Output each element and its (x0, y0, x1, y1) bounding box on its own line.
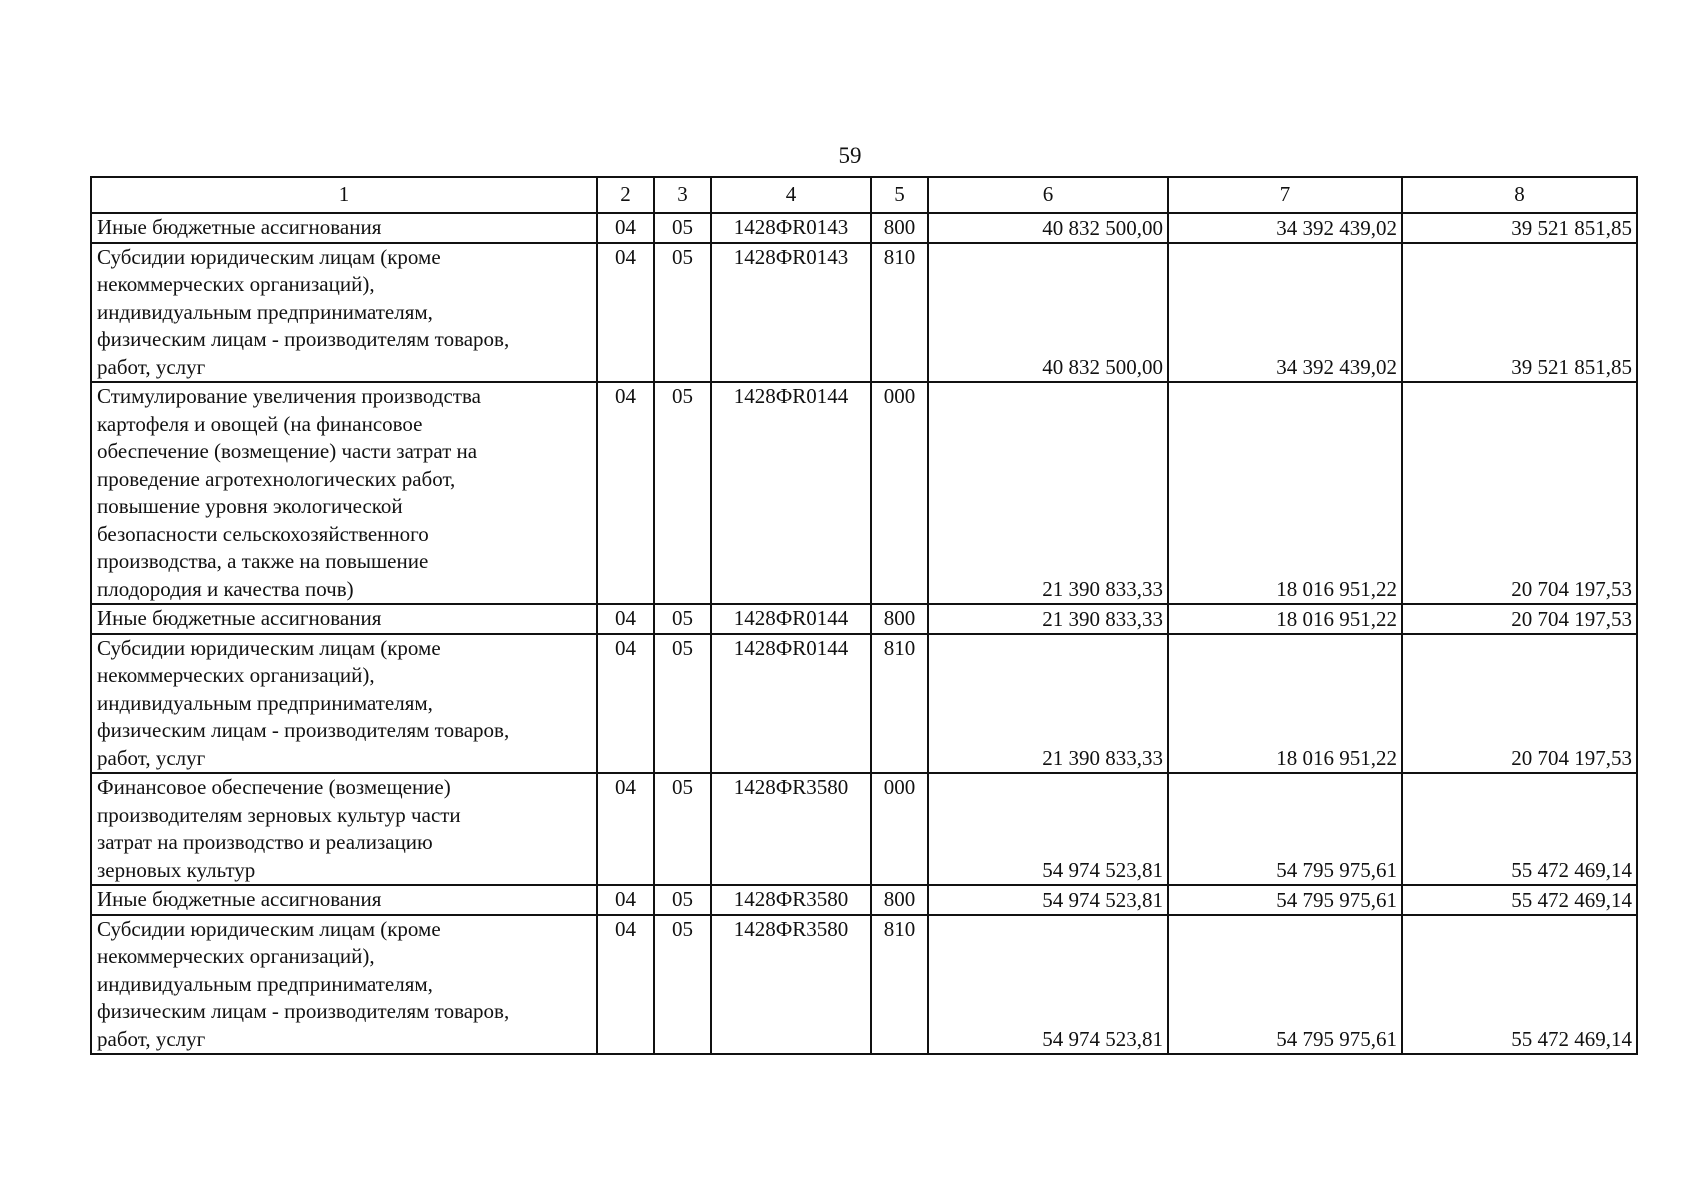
amount-col8 (1402, 773, 1637, 885)
target-item-code: 1428ФR3580 (711, 915, 871, 1055)
row-description: Иные бюджетные ассигнования (91, 604, 597, 634)
amount-col8-value: 39 521 851,85 (1511, 355, 1632, 379)
table-row (91, 885, 1637, 915)
amount-col8 (1402, 885, 1637, 915)
amount-col7 (1168, 634, 1402, 774)
amount-col6-value: 54 974 523,81 (1042, 1027, 1163, 1051)
target-item-code: 1428ФR0143 (711, 213, 871, 243)
column-header: 7 (1168, 177, 1402, 213)
row-description: Субсидии юридическим лицам (кроме некоммерческих организаций), индивидуальным предпринимателям, физическим лицам - производителям товаров, работ, услуг (91, 915, 597, 1055)
target-item-code: 1428ФR3580 (711, 885, 871, 915)
amount-col6 (928, 213, 1168, 243)
target-item-code: 1428ФR0144 (711, 604, 871, 634)
amount-col8 (1402, 915, 1637, 1055)
target-item-code: 1428ФR0144 (711, 634, 871, 774)
subsection-code: 05 (654, 885, 711, 915)
amount-col7-value: 34 392 439,02 (1276, 215, 1397, 240)
amount-col8-value: 39 521 851,85 (1511, 215, 1632, 240)
amount-col7 (1168, 243, 1402, 383)
column-header: 1 (91, 177, 597, 213)
amount-col8 (1402, 604, 1637, 634)
amount-col6-value: 21 390 833,33 (1042, 577, 1163, 601)
section-code: 04 (597, 885, 654, 915)
amount-col8 (1402, 382, 1637, 604)
table-row (91, 634, 1637, 774)
amount-col7-value: 54 795 975,61 (1276, 858, 1397, 882)
amount-col6-value: 54 974 523,81 (1042, 858, 1163, 882)
amount-col7-value: 54 795 975,61 (1276, 887, 1397, 912)
target-item-code: 1428ФR3580 (711, 773, 871, 885)
table-row (91, 604, 1637, 634)
amount-col6 (928, 604, 1168, 634)
column-header: 2 (597, 177, 654, 213)
subsection-code: 05 (654, 243, 711, 383)
target-item-code: 1428ФR0143 (711, 243, 871, 383)
amount-col7-value: 18 016 951,22 (1276, 606, 1397, 631)
page-number: 59 (838, 143, 862, 168)
amount-col8 (1402, 213, 1637, 243)
section-code: 04 (597, 915, 654, 1055)
amount-col8-value: 20 704 197,53 (1511, 577, 1632, 601)
row-description: Субсидии юридическим лицам (кроме некоммерческих организаций), индивидуальным предпринимателям, физическим лицам - производителям товаров, работ, услуг (91, 634, 597, 774)
expense-type-code: 000 (871, 773, 928, 885)
section-code: 04 (597, 382, 654, 604)
amount-col8 (1402, 243, 1637, 383)
amount-col6-value: 54 974 523,81 (1042, 887, 1163, 912)
amount-col6-value: 21 390 833,33 (1042, 746, 1163, 770)
amount-col7 (1168, 915, 1402, 1055)
amount-col7-value: 54 795 975,61 (1276, 1027, 1397, 1051)
amount-col8-value: 55 472 469,14 (1511, 887, 1632, 912)
expense-type-code: 000 (871, 382, 928, 604)
column-header: 4 (711, 177, 871, 213)
subsection-code: 05 (654, 634, 711, 774)
table-row (91, 213, 1637, 243)
table-row (91, 382, 1637, 604)
amount-col7 (1168, 604, 1402, 634)
amount-col7 (1168, 773, 1402, 885)
section-code: 04 (597, 213, 654, 243)
amount-col8-value: 55 472 469,14 (1511, 1027, 1632, 1051)
row-description: Субсидии юридическим лицам (кроме некоммерческих организаций), индивидуальным предпринимателям, физическим лицам - производителям товаров, работ, услуг (91, 243, 597, 383)
expense-type-code: 810 (871, 915, 928, 1055)
amount-col6 (928, 634, 1168, 774)
table-row (91, 915, 1637, 1055)
row-description: Финансовое обеспечение (возмещение) производителям зерновых культур части затрат на производство и реализацию зерновых культур (91, 773, 597, 885)
amount-col6 (928, 915, 1168, 1055)
subsection-code: 05 (654, 213, 711, 243)
amount-col7 (1168, 382, 1402, 604)
subsection-code: 05 (654, 382, 711, 604)
row-description: Стимулирование увеличения производства картофеля и овощей (на финансовое обеспечение (возмещение) части затрат на проведение агротехнологических работ, повышение уровня экологической безопасности сельскохозяйственного производства, а также на повышение плодородия и качества почв) (91, 382, 597, 604)
amount-col7-value: 18 016 951,22 (1276, 746, 1397, 770)
amount-col6-value: 40 832 500,00 (1042, 215, 1163, 240)
budget-table (90, 176, 1638, 1055)
amount-col7 (1168, 213, 1402, 243)
expense-type-code: 800 (871, 885, 928, 915)
section-code: 04 (597, 634, 654, 774)
amount-col6 (928, 243, 1168, 383)
amount-col6-value: 40 832 500,00 (1042, 355, 1163, 379)
section-code: 04 (597, 243, 654, 383)
row-description: Иные бюджетные ассигнования (91, 213, 597, 243)
column-header: 3 (654, 177, 711, 213)
amount-col6 (928, 773, 1168, 885)
subsection-code: 05 (654, 915, 711, 1055)
expense-type-code: 810 (871, 243, 928, 383)
amount-col7-value: 18 016 951,22 (1276, 577, 1397, 601)
target-item-code: 1428ФR0144 (711, 382, 871, 604)
column-header: 5 (871, 177, 928, 213)
table-header-row (91, 177, 1637, 213)
amount-col7-value: 34 392 439,02 (1276, 355, 1397, 379)
subsection-code: 05 (654, 773, 711, 885)
expense-type-code: 800 (871, 604, 928, 634)
expense-type-code: 800 (871, 213, 928, 243)
amount-col6 (928, 382, 1168, 604)
amount-col6 (928, 885, 1168, 915)
table-row (91, 243, 1637, 383)
column-header: 6 (928, 177, 1168, 213)
column-header: 8 (1402, 177, 1637, 213)
amount-col8-value: 20 704 197,53 (1511, 746, 1632, 770)
section-code: 04 (597, 773, 654, 885)
amount-col8-value: 55 472 469,14 (1511, 858, 1632, 882)
table-row (91, 773, 1637, 885)
amount-col6-value: 21 390 833,33 (1042, 606, 1163, 631)
subsection-code: 05 (654, 604, 711, 634)
amount-col8 (1402, 634, 1637, 774)
amount-col7 (1168, 885, 1402, 915)
row-description: Иные бюджетные ассигнования (91, 885, 597, 915)
expense-type-code: 810 (871, 634, 928, 774)
amount-col8-value: 20 704 197,53 (1511, 606, 1632, 631)
section-code: 04 (597, 604, 654, 634)
